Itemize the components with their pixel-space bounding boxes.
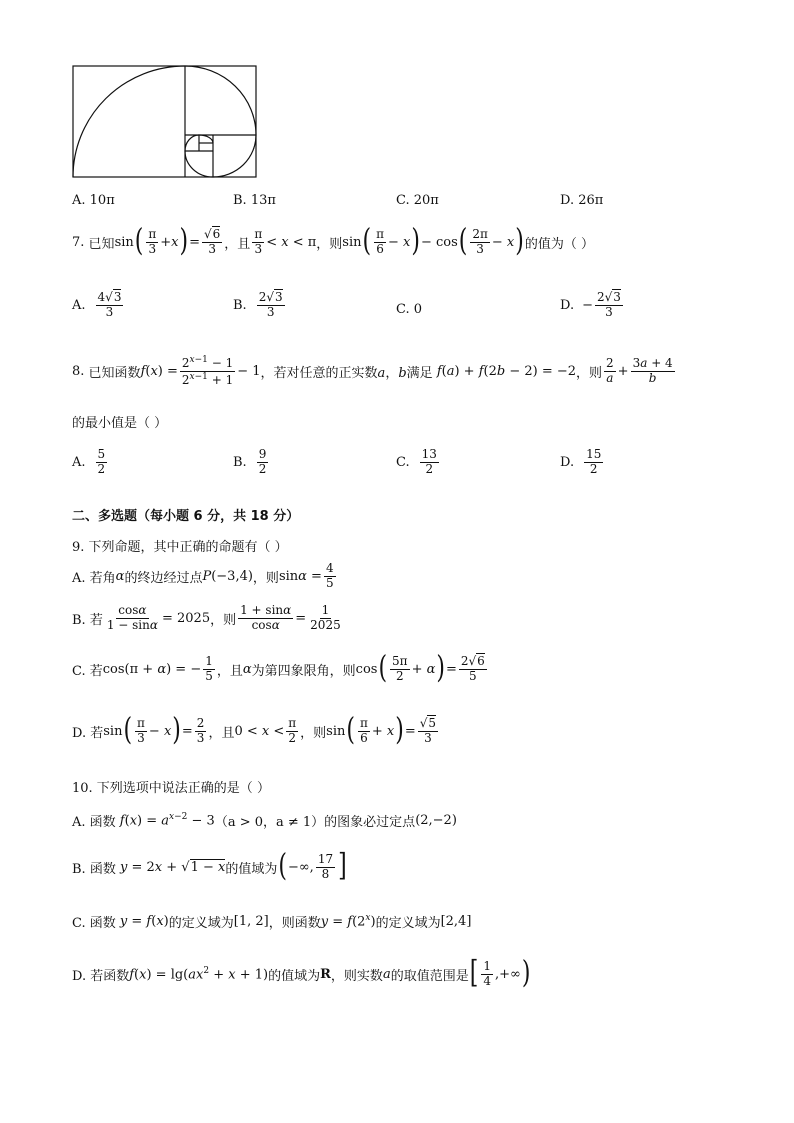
q8-option-d: D. $\frac{15}{2}$ (560, 447, 602, 476)
q9-option-c: C. 若 cos(π + α) = − $\frac{1}{5}$ ，且 α 为第四象限角，则 cos ( $\frac{5\pi}{2}$ + α ) = $\frac{2√6}{5}$ (72, 651, 485, 687)
q6-option-d: D. 26π (560, 193, 604, 208)
q10-option-b: B. 函数 y = 2x + √1 − x 的值域为 ( −∞, $\frac{17}{8}$ ] (72, 849, 347, 885)
q8-option-c: C. $\frac{13}{2}$ (396, 447, 437, 476)
q10-option-d: D. 若函数 $f(x) = \lg(ax^2 + x + 1)$ 的值域为 R ，则实数 a 的取值范围是 [ $\frac{1}{4}$ ,+∞ ) (72, 956, 531, 992)
q9-option-d: D. 若 sin ( $\frac{\pi}{3}$ − x ) = $\frac{2}{3}$ ，且 0 < x < $\frac{\pi}{2}$ ，则 sin ( $\frac{\pi}{6}$ + x ) = $\frac{√5}{3}$ (72, 713, 437, 749)
q8-stem: 8. 已知函数 f(x) = $\frac{2^{x-1} - 1}{2^{x-1} + 1}$ − 1 ，若对任意的正实数 a，b 满足 f(a) + f(2b − 2) = −2 ，则 $\frac{2}{a}$ + $\frac{3a + 4}{b}$ (72, 355, 673, 387)
q9-option-a: A. 若角 α 的终边经过点 P(−3,4) ，则 sinα = $\frac{4}{5}$ (72, 561, 334, 590)
q10-option-a: A. 函数 $f(x) = a^{x-2} - 3$ （a > 0，a ≠ 1）的图象必过定点 (2,−2) (72, 812, 457, 830)
q8-option-b: B. $\frac{9}{2}$ (233, 447, 267, 476)
q7-stem: 7. 已知 sin ( $\frac{\pi}{3}$ +x ) = $\frac{√6}{3}$ ，且 $\frac{\pi}{3}$ < x < π ，则 sin ( $\frac{\pi}{6}$ − x ) − cos ( $\frac{2\pi}{3}$ − x ) 的值为（ ） (72, 224, 594, 260)
q8-stem-line2: 的最小值是（ ） (72, 416, 168, 431)
q9-option-b: B. 若 $\frac{\cos\alpha}{1 - \sin\alpha}$ = 2025 ，则 $\frac{1 + \sin\alpha}{\cos\alpha}$ = $\frac{1}{2025}$ (72, 603, 341, 632)
q7-option-a: A. $\frac{4√3}{3}$ (72, 290, 122, 319)
q6-option-a: A. 10π (72, 193, 115, 208)
q7-option-c: C. 0 (396, 302, 423, 317)
q7-option-d: D. − $\frac{2√3}{3}$ (560, 290, 621, 319)
q10-stem: 10. 下列选项中说法正确的是（ ） (72, 781, 270, 796)
q8-option-a: A. $\frac{5}{2}$ (72, 447, 106, 476)
golden-spiral-figure (72, 65, 258, 179)
section-heading: 二、多选题（每小题 6 分，共 18 分） (72, 509, 300, 524)
q7-option-b: B. $\frac{2√3}{3}$ (233, 290, 283, 319)
q10-option-c: C. 函数 y = f(x) 的定义域为 [1, 2] ，则函数 $y = f(2^x)$ 的定义域为 [2,4] (72, 913, 472, 931)
q9-stem: 9. 下列命题，其中正确的命题有（ ） (72, 540, 288, 555)
q6-option-b: B. 13π (233, 193, 276, 208)
q6-option-c: C. 20π (396, 193, 439, 208)
